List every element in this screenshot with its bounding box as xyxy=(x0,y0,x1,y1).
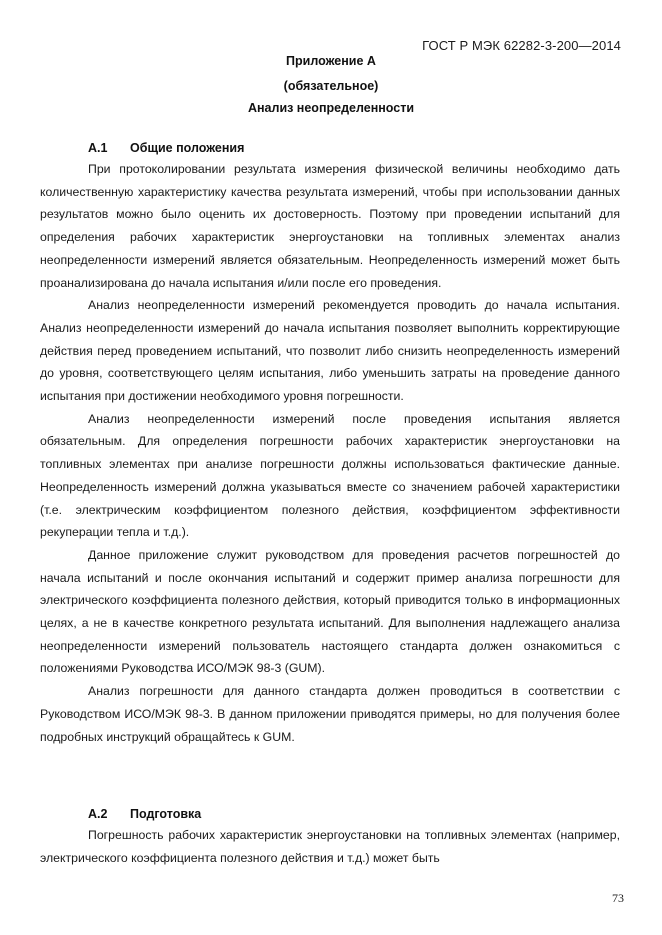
standard-code: ГОСТ Р МЭК 62282-3-200—2014 xyxy=(422,38,621,53)
paragraph: Данное приложение служит руководством для проведения расчетов погрешностей до начала испытаний и после окончания испытаний и содержит пример анализа погрешности для электрического коэффициента полезного действия, который приводится только в информационных целях, а не в качестве конкретного результата испытаний. Для выполнения надлежащего анализа неопределенности измерений пользователь настоящего стандарта должен ознакомиться с положениями Руководства ИСО/МЭК 98-3 (GUM). xyxy=(40,547,620,676)
paragraph: Анализ погрешности для данного стандарта должен проводиться в соответствии с Руководством ИСО/МЭК 98-3. В данном приложении приводятся примеры, но для получения более подробных инструкций обращайтесь к GUM. xyxy=(40,684,620,744)
paragraph: Анализ неопределенности измерений после проведения испытания является обязательным. Для определения погрешности рабочих характеристик энергоустановки на топливных элементах при анализе погрешности должны использоваться фактические данные. Неопределенность измерений должна указываться вместе со значением рабочей характеристики (т.е. электрическим коэффициентом полезного действия, коэффициентом эффективности рекуперации тепла и т.д.). xyxy=(40,411,620,540)
paragraph: При протоколировании результата измерения физической величины необходимо дать количественную характеристику качества результата измерений, чтобы при использовании данных результатов можно было оценить их достоверность. Поэтому при проведении испытаний для определения рабочих характеристик энергоустановки на топливных элементах анализ неопределенности измерений является обязательным. Неопределенность измерений может быть проанализирована до начала испытания и/или после его проведения. xyxy=(40,162,620,290)
section-heading-a1 xyxy=(88,141,244,155)
section-number: А.1 xyxy=(88,141,108,155)
section-body-a1 xyxy=(40,158,620,748)
annex-title: Приложение А xyxy=(286,54,376,68)
section-body-a2 xyxy=(40,824,620,869)
section-heading-a2 xyxy=(88,807,201,821)
paragraph: Анализ неопределенности измерений рекомендуется проводить до начала испытания. Анализ неопределенности измерений до начала испытания позволяет выполнить корректирующие действия перед проведением испытаний, что позволит либо снизить неопределенность измерений до уровня, соответствующего целям испытания, либо уменьшить затраты на проведение данного испытания при достижении необходимого уровня погрешности. xyxy=(40,298,620,404)
section-title: Общие положения xyxy=(130,141,245,155)
paragraph: Погрешность рабочих характеристик энергоустановки на топливных элементах (например, электрического коэффициента полезного действия и т.д.) может быть xyxy=(40,828,620,865)
section-title: Подготовка xyxy=(130,807,202,821)
section-number: А.2 xyxy=(88,807,108,821)
annex-subject: Анализ неопределенности xyxy=(247,101,415,115)
page-number: 73 xyxy=(612,891,624,905)
annex-status: (обязательное) xyxy=(283,79,379,93)
